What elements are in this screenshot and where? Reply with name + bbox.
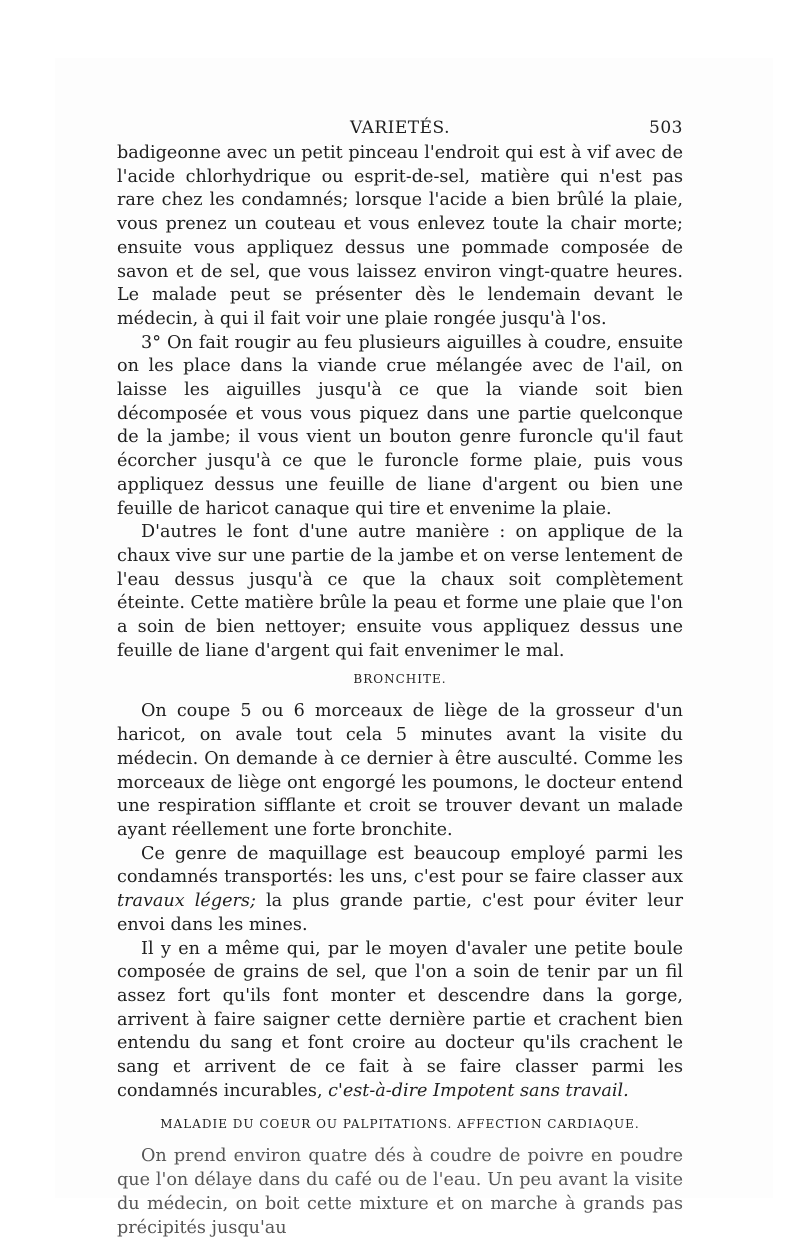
paragraph-item-3: 3° On fait rougir au feu plusieurs aiguilles à coudre, ensuite on les place dans la viande crue mélangée avec de l'ail, on laisse les aiguilles jusqu'à ce que la viande soit bien décomposée et vous vous piquez dans une partie quelconque de la jambe; il vous vient un bouton genre furoncle qu'il faut écorcher jusqu'à ce que le furoncle forme plaie, puis vous appliquez dessus une feuille de liane d'argent ou bien une feuille de haricot canaque qui tire et envenime la plaie.: [117, 332, 683, 519]
paragraph-bronchite-3-italic: c'est-à-dire Impotent sans travail.: [328, 1080, 629, 1101]
page-number: 503: [649, 118, 683, 138]
paragraph-bronchite-3-text: Il y en a même qui, par le moyen d'avaler une petite boule composée de grains de sel, que l'on a soin de tenir par un fil assez fort qu'ils font monter et descendre dans la gorge, arrivent à faire saigner cette dernière partie et crachent bien entendu du sang et font croire au docteur qu'ils crachent le sang et arrivent de ce fait à se faire classer parmi les condamnés incurables,: [117, 938, 683, 1101]
paragraph-bronchite-1: On coupe 5 ou 6 morceaux de liège de la grosseur d'un haricot, on avale tout cela 5 minutes avant la visite du médecin. On demande à ce dernier à être ausculté. Comme les morceaux de liège ont engorgé les poumons, le docteur entend une respiration sifflante et croit se trouver devant un malade ayant réellement une forte bronchite.: [117, 701, 683, 840]
paragraph-bronchite-2-end: la plus grande partie, c'est pour éviter leur envoi dans les mines.: [117, 891, 683, 935]
paragraph-bronchite-2: [117, 843, 683, 938]
running-title: VARIETÉS.: [349, 118, 451, 138]
paragraph-bronchite-2-text: Ce genre de maquillage est beaucoup employé parmi les condamnés transportés: les uns, c'est pour se faire classer aux: [117, 843, 683, 888]
section-heading-coeur: MALADIE DU COEUR OU PALPITATIONS. AFFECTION CARDIAQUE.: [160, 1117, 640, 1132]
paragraph-bronchite-3: [117, 938, 683, 1104]
text-block: [117, 114, 683, 1240]
section-heading-bronchite: BRONCHITE.: [353, 672, 447, 687]
paragraph-continued: badigeonne avec un petit pinceau l'endroit qui est à vif avec de l'acide chlorhydrique ou esprit-de-sel, matière qui n'est pas rare chez les condamnés; lorsque l'acide a bien brûlé la plaie, vous prenez un couteau et vous enlevez toute la chair morte; ensuite vous appliquez dessus une pommade composée de savon et de sel, que vous laissez environ vingt-quatre heures. Le malade peut se présenter dès le lendemain devant le médecin, à qui il fait voir une plaie rongée jusqu'à l'os.: [117, 143, 683, 329]
running-head: [117, 114, 683, 142]
paragraph-bronchite-2-italic: travaux légers;: [117, 891, 256, 912]
paragraph-coeur-1: On prend environ quatre dés à coudre de poivre en poudre que l'on délaye dans du café ou de l'eau. Un peu avant la visite du médecin, on boit cette mixture et on marche à grands pas précipités jusqu'au: [117, 1146, 683, 1238]
paragraph-chaux-vive: D'autres le font d'une autre manière : on applique de la chaux vive sur une partie de la jambe et on verse lentement de l'eau dessus jusqu'à ce que la chaux soit complètement éteinte. Cette matière brûle la peau et forme une plaie que l'on a soin de bien nettoyer; ensuite vous appliquez dessus une feuille de liane d'argent qui fait envenimer le mal.: [117, 522, 683, 661]
